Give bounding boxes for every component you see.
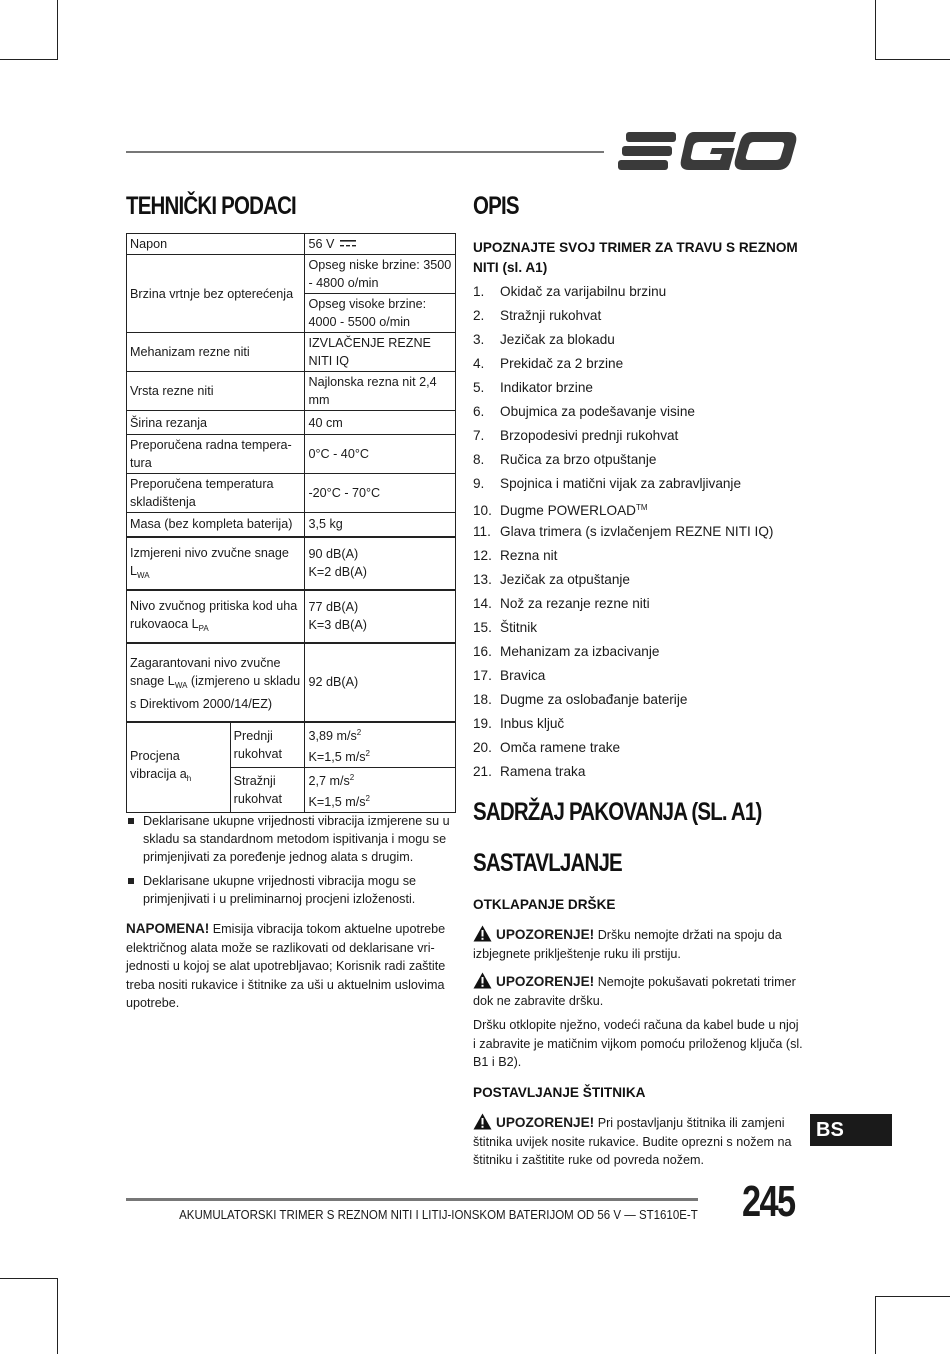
list-item: 8. Ručica za brzo otpuštanje: [473, 452, 657, 467]
sirina-value: 40 cm: [305, 411, 456, 435]
warning-triangle-icon: [473, 1113, 492, 1130]
crop-mark: [875, 59, 950, 60]
zvucni-pritisak-label: Nivo zvučnog pritiska kod uha rukovaoca $L_{PA}$: [127, 590, 305, 643]
warning-triangle-icon: [473, 972, 492, 989]
table-row: [127, 590, 456, 643]
list-item: 6. Obujmica za podešavanje visine: [473, 404, 695, 419]
postavljanje-heading: POSTAVLJANJE ŠTITNIKA: [473, 1085, 646, 1100]
upoznajte-subheading: UPOZNAJTE SVOJ TRIMER ZA TRAVU S REZNOM NITI (sl. A1): [473, 240, 798, 275]
warning-1: UPOZORENJE! Dršku nemojte držati na spoju da izbjegnete priklještenje ruku ili prstiju.: [473, 927, 782, 961]
napon-value: 56 V: [305, 234, 456, 255]
page-number: 245: [742, 1177, 795, 1226]
list-item: 5. Indikator brzine: [473, 380, 593, 395]
language-tab: BS: [810, 1114, 892, 1146]
crop-mark: [875, 1296, 876, 1354]
crop-mark: [57, 0, 58, 60]
vrsta-value: Najlonska rezna nit 2,4 mm: [305, 372, 456, 411]
list-item: Deklarisane ukupne vrijednosti vibracija izmjerene su u skladu sa standardnom metodom ispitivanja i mogu se primjenjivati za poređenje jednog alata s drugim.: [126, 812, 456, 866]
table-row: [127, 643, 456, 722]
table-row: [127, 255, 456, 294]
list-item: 15. Štitnik: [473, 620, 538, 635]
list-item: 9. Spojnica i matični vijak za zabravljivanje: [473, 476, 742, 491]
warning-triangle-icon: [473, 925, 492, 942]
list-item: 1. Okidač za varijabilnu brzinu: [473, 284, 667, 299]
crop-mark: [0, 59, 58, 60]
tehnicki-podaci-heading: TEHNIČKI PODACI: [126, 192, 296, 220]
table-row: [127, 722, 456, 768]
list-item: 14. Nož za rezanje rezne niti: [473, 596, 650, 611]
otklapanje-heading: OTKLAPANJE DRŠKE: [473, 897, 616, 912]
prednji-rukohvat-value: 3,89 $m/s^2$ K=1,5 $m/s^2$: [305, 722, 456, 768]
vrsta-label: Vrsta rezne niti: [127, 372, 305, 411]
masa-label: Masa (bez kompleta baterija): [127, 513, 305, 537]
otklapanje-paragraph: Dršku otklopite nježno, vodeći računa da kabel bude u njoj i zabravite je matičnim vijkom pomoću priloženog ključa (sl. B1 i B2).: [473, 1018, 803, 1069]
garantovani-nivo-label: Zagarantovani nivo zvučne snage $L_{WA}$ (izmjereno u skladu s Direktivom 2000/14/EZ): [127, 643, 305, 722]
crop-mark: [875, 0, 876, 60]
list-item: 7. Brzopodesivi prednji rukohvat: [473, 428, 679, 443]
brzina-high: Opseg visoke brzine: 4000 - 5500 o/min: [305, 294, 456, 333]
straznji-rukohvat-value: 2,7 $m/s^2$ K=1,5 $m/s^2$: [305, 767, 456, 812]
list-item: 20. Omča ramene trake: [473, 740, 621, 755]
list-item: 3. Jezičak za blokadu: [473, 332, 615, 347]
table-row: [127, 372, 456, 411]
table-row: [127, 513, 456, 537]
garantovani-nivo-value: 92 dB(A): [305, 643, 456, 722]
prednji-rukohvat-label: Prednji rukohvat: [230, 722, 305, 768]
skladistenje-value: -20°C - 70°C: [305, 474, 456, 513]
masa-value: 3,5 kg: [305, 513, 456, 537]
warning-3: UPOZORENJE! Pri postavljanju štitnika ili zamjeni štitnika uvijek nosite rukavice. Budite oprezni s nožem na štitniku i zaštitite ruke od povreda nožem.: [473, 1115, 792, 1167]
mehanizam-value: IZVLAČENJE REZNE NITI IQ: [305, 333, 456, 372]
zvucna-snaga-label: Izmjereni nivo zvučne snage $L_{WA}$: [127, 537, 305, 590]
crop-mark: [875, 1296, 950, 1297]
list-item: 10. Dugme POWERLOAD™: [473, 503, 648, 518]
list-item: 12. Rezna nit: [473, 548, 558, 563]
list-item: 19. Inbus ključ: [473, 716, 565, 731]
list-item: 11. Glava trimera (s izvlačenjem REZNE NITI IQ): [473, 524, 774, 539]
parts-list: [473, 282, 813, 786]
table-row: [127, 411, 456, 435]
table-row: [127, 234, 456, 255]
ego-logo: [616, 128, 800, 174]
radna-temp-label: Preporučena radna temperatura: [127, 435, 305, 474]
brzina-low: Opseg niske brzine: 3500 - 4800 o/min: [305, 255, 456, 294]
warning-2: UPOZORENJE! Nemojte pokušavati pokretati trimer dok ne zabravite dršku.: [473, 974, 796, 1008]
table-row: [127, 474, 456, 513]
list-item: Deklarisane ukupne vrijednosti vibracija mogu se primjenjivati i u preliminarnoj procjeni izloženosti.: [126, 872, 456, 908]
skladistenje-label: Preporučena temperatura skladištenja: [127, 474, 305, 513]
list-item: 2. Stražnji rukohvat: [473, 308, 602, 323]
napon-label: Napon: [127, 234, 305, 255]
table-row: [127, 333, 456, 372]
dc-symbol-icon: [340, 239, 356, 248]
zvucna-snaga-value: 90 dB(A) K=2 dB(A): [305, 537, 456, 590]
straznji-rukohvat-label: Stražnji rukohvat: [230, 767, 305, 812]
zvucni-pritisak-value: 77 dB(A) K=3 dB(A): [305, 590, 456, 643]
crop-mark: [0, 1278, 58, 1279]
table-row: [127, 537, 456, 590]
list-item: 13. Jezičak za otpuštanje: [473, 572, 630, 587]
list-item: 17. Bravica: [473, 668, 546, 683]
footer-rule: [126, 1198, 698, 1201]
list-item: 18. Dugme za oslobađanje baterije: [473, 692, 688, 707]
mehanizam-label: Mehanizam rezne niti: [127, 333, 305, 372]
vibracija-label: Procjena vibracija $a_h$: [127, 722, 231, 813]
sirina-label: Širina rezanja: [127, 411, 305, 435]
napomena-note: NAPOMENA! Emisija vibracija tokom aktuelne upotrebe električnog alata može se razlikovati od deklarisane vrijednosti u kojoj se alat upotrebljavao; Korisnik radi zaštite treba nositi rukavice i štitnike za uši u aktuelnim uslovima upotrebe.: [126, 921, 446, 1010]
list-item: 16. Mehanizam za izbacivanje: [473, 644, 660, 659]
spec-table: [126, 233, 456, 813]
header-rule: [126, 151, 604, 153]
sastavljanje-heading: SASTAVLJANJE: [473, 849, 622, 877]
footer-text: AKUMULATORSKI TRIMER S REZNOM NITI I LITIJ-IONSKOM BATERIJOM OD 56 V — ST1610E-T: [179, 1208, 698, 1222]
table-row: [127, 435, 456, 474]
vibration-bullets: [126, 812, 456, 914]
list-item: 21. Ramena traka: [473, 764, 586, 779]
opis-heading: OPIS: [473, 192, 519, 220]
brzina-label: Brzina vrtnje bez opterećenja: [127, 255, 305, 333]
sadrzaj-pakovanja-heading: SADRŽAJ PAKOVANJA (SL. A1): [473, 798, 762, 826]
radna-temp-value: 0°C - 40°C: [305, 435, 456, 474]
crop-mark: [57, 1278, 58, 1354]
list-item: 4. Prekidač za 2 brzine: [473, 356, 624, 371]
